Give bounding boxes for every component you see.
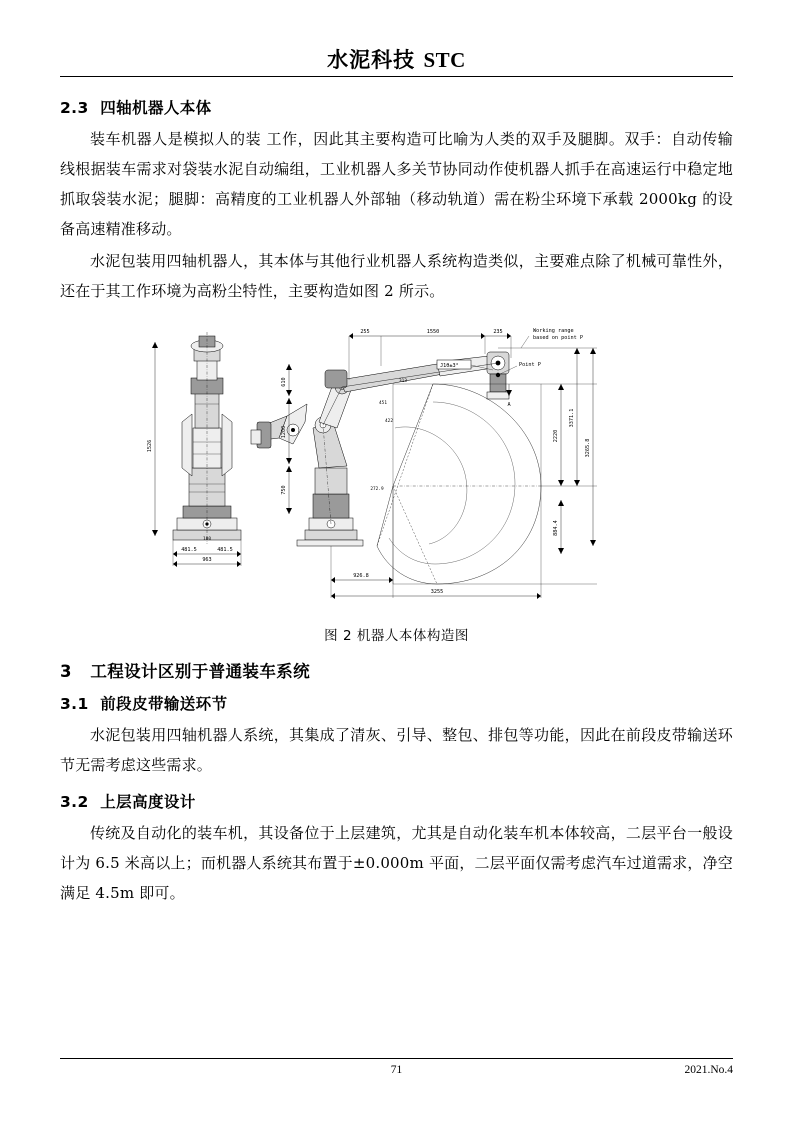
journal-title-cn: 水泥科技: [327, 47, 416, 72]
section-title: 前段皮带输送环节: [100, 695, 228, 713]
footer-divider: [60, 1058, 733, 1059]
dim-884-4: 884.4: [552, 520, 559, 536]
dim-313: 313: [398, 379, 407, 384]
page-number: 71: [390, 1064, 403, 1076]
section-title: 工程设计区别于普通装车系统: [90, 662, 311, 681]
robot-structure-drawing: [137, 318, 657, 618]
right-dimensions: [498, 348, 597, 584]
section-heading-3-1: [60, 692, 733, 714]
page-header: [0, 44, 793, 74]
front-view: [147, 332, 241, 567]
section-heading-2-3: [60, 96, 733, 118]
angle-label: J1θ±3°: [439, 363, 459, 369]
working-range-note-line1: Working range: [532, 328, 574, 334]
figure-caption: 图 2 机器人本体构造图: [324, 628, 469, 644]
section-heading-3-2: [60, 790, 733, 812]
dim-misc-180: 180: [202, 537, 211, 542]
dim-1526: 1526: [146, 439, 153, 453]
section-title: 四轴机器人本体: [100, 99, 212, 117]
document-body: [60, 86, 733, 910]
dim-481-5-left: 481.5: [180, 547, 197, 553]
dim-451: 451: [378, 401, 387, 406]
dim-422: 422: [384, 419, 393, 424]
dim-1200: 1200: [280, 425, 287, 439]
section-number: 3: [60, 662, 72, 681]
paragraph: 水泥包装用四轴机器人系统，其集成了清灰、引导、整包、排包等功能，因此在前段皮带输送环节无需考虑这些需求。: [60, 726, 733, 774]
dim-750: 750: [280, 485, 287, 495]
journal-title-en: STC: [423, 48, 466, 72]
dim-481-5-right: 481.5: [216, 547, 233, 553]
dim-272-9: 272.9: [369, 487, 384, 492]
section-number: 3.1: [60, 695, 89, 713]
paragraph: 水泥包装用四轴机器人，其本体与其他行业机器人系统构造类似，主要难点除了机械可靠性外，还在于其工作环境为高粉尘特性，主要构造如图 2 所示。: [60, 252, 733, 300]
point-p-label: Point P: [518, 362, 541, 368]
section-number: 3.2: [60, 793, 89, 811]
dim-926-8: 926.8: [352, 573, 369, 579]
paragraph: 传统及自动化的装车机，其设备位于上层建筑，尤其是自动化装车机本体较高，二层平台一般设计为 6.5 米高以上；而机器人系统其布置于±0.000m 平面，二层平面仅需考虑汽车过道需求，净空满足 4.5m 即可。: [60, 824, 733, 902]
section-number: 2.3: [60, 99, 89, 117]
paragraph: 装车机器人是模拟人的装 工作，因此其主要构造可比喻为人类的双手及腿脚。双手：自动传输线根据装车需求对袋装水泥自动编组，工业机器人多关节协同动作使机器人抓手在高速运行中稳定地抓取袋装水泥；腿脚：高精度的工业机器人外部轴（移动轨道）需在粉尘环境下承载 2000kg 的设备高速精准移动。: [60, 130, 733, 238]
header-divider: [60, 76, 733, 77]
dim-963: 963: [201, 557, 212, 563]
dim-3255: 3255: [430, 589, 443, 595]
side-view: [251, 329, 511, 546]
dim-1550: 1550: [426, 329, 439, 335]
issue-label: 2021.No.4: [684, 1064, 733, 1076]
section-title: 上层高度设计: [100, 793, 196, 811]
section-heading-3: [60, 658, 733, 682]
figure-robot-structure: [60, 318, 733, 644]
dim-2220: 2220: [552, 429, 559, 443]
dim-610: 610: [280, 377, 287, 387]
dim-3265-8: 3265.8: [584, 438, 591, 458]
section-label-a: A: [506, 402, 511, 408]
dim-3371-1: 3371.1: [568, 408, 575, 428]
dim-235: 235: [492, 329, 503, 335]
dim-255: 255: [359, 329, 370, 335]
working-range-note-line2: based on point P: [532, 335, 583, 341]
